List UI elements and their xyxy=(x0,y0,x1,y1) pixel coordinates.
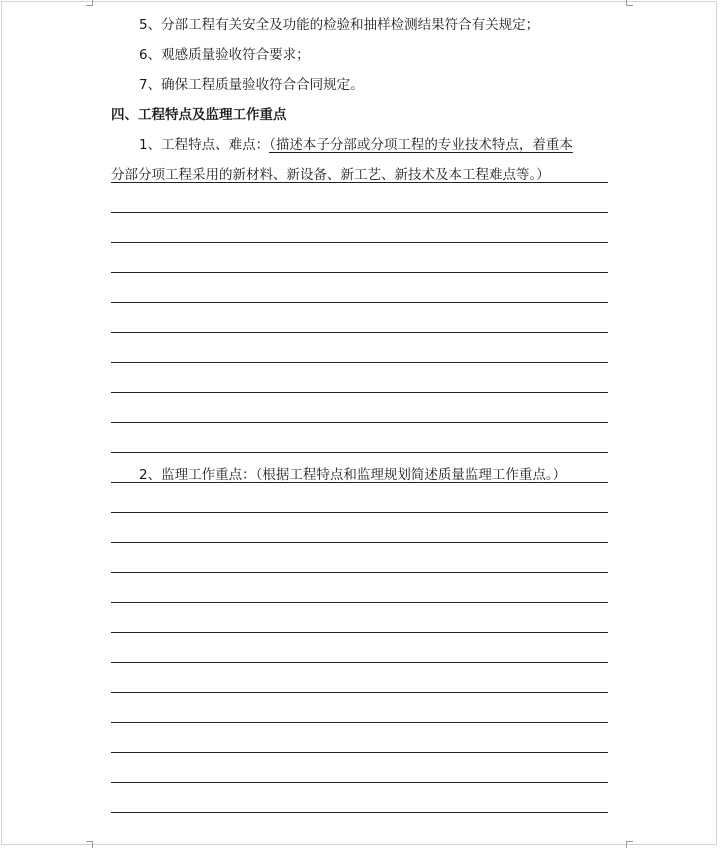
paragraph-1-hint-line-2: 分部分项工程采用的新材料、新设备、新工艺、新技术及本工程难点等。） xyxy=(111,167,550,183)
blank-writing-line xyxy=(111,302,608,303)
list-item-6: 6、观感质量验收符合要求； xyxy=(139,47,310,63)
blank-writing-line xyxy=(111,812,608,813)
list-item-5: 5、分部工程有关安全及功能的检验和抽样检测结果符合有关规定； xyxy=(139,17,540,33)
blank-writing-line xyxy=(111,692,608,693)
paragraph-1-hint-line-1: （描述本子分部或分项工程的专业技术特点，着重本 xyxy=(269,137,573,153)
crop-mark-top-right-h xyxy=(626,5,633,6)
blank-writing-line xyxy=(111,422,608,423)
blank-writing-line xyxy=(111,482,608,483)
crop-mark-bottom-right-h xyxy=(626,841,633,842)
blank-writing-line xyxy=(111,722,608,723)
paragraph-1-label: 1、工程特点、难点： xyxy=(139,137,270,153)
blank-writing-line xyxy=(111,212,608,213)
blank-writing-line xyxy=(111,662,608,663)
section-heading: 四、工程特点及监理工作重点 xyxy=(111,107,287,123)
blank-writing-line xyxy=(111,782,608,783)
blank-writing-line xyxy=(111,452,608,453)
blank-writing-line xyxy=(111,512,608,513)
crop-mark-bottom-left xyxy=(92,841,93,848)
paragraph-2-label: 2、监理工作重点： xyxy=(139,467,256,483)
crop-mark-top-left-h xyxy=(86,5,93,6)
blank-writing-line xyxy=(111,332,608,333)
list-item-7: 7、确保工程质量验收符合合同规定。 xyxy=(139,77,364,93)
crop-mark-bottom-left-h xyxy=(86,841,93,842)
crop-mark-bottom-right xyxy=(626,841,627,848)
paragraph-1-line-1 xyxy=(139,136,573,154)
paragraph-2-hint: （根据工程特点和监理规划简述质量监理工作重点。） xyxy=(255,467,567,483)
blank-writing-line xyxy=(111,602,608,603)
blank-writing-line xyxy=(111,242,608,243)
blank-writing-line xyxy=(111,572,608,573)
blank-writing-line xyxy=(111,182,608,183)
blank-writing-line xyxy=(111,632,608,633)
blank-writing-line xyxy=(111,752,608,753)
blank-writing-line xyxy=(111,542,608,543)
blank-writing-line xyxy=(111,392,608,393)
page-border xyxy=(1,1,717,845)
blank-writing-line xyxy=(111,272,608,273)
blank-writing-line xyxy=(111,362,608,363)
